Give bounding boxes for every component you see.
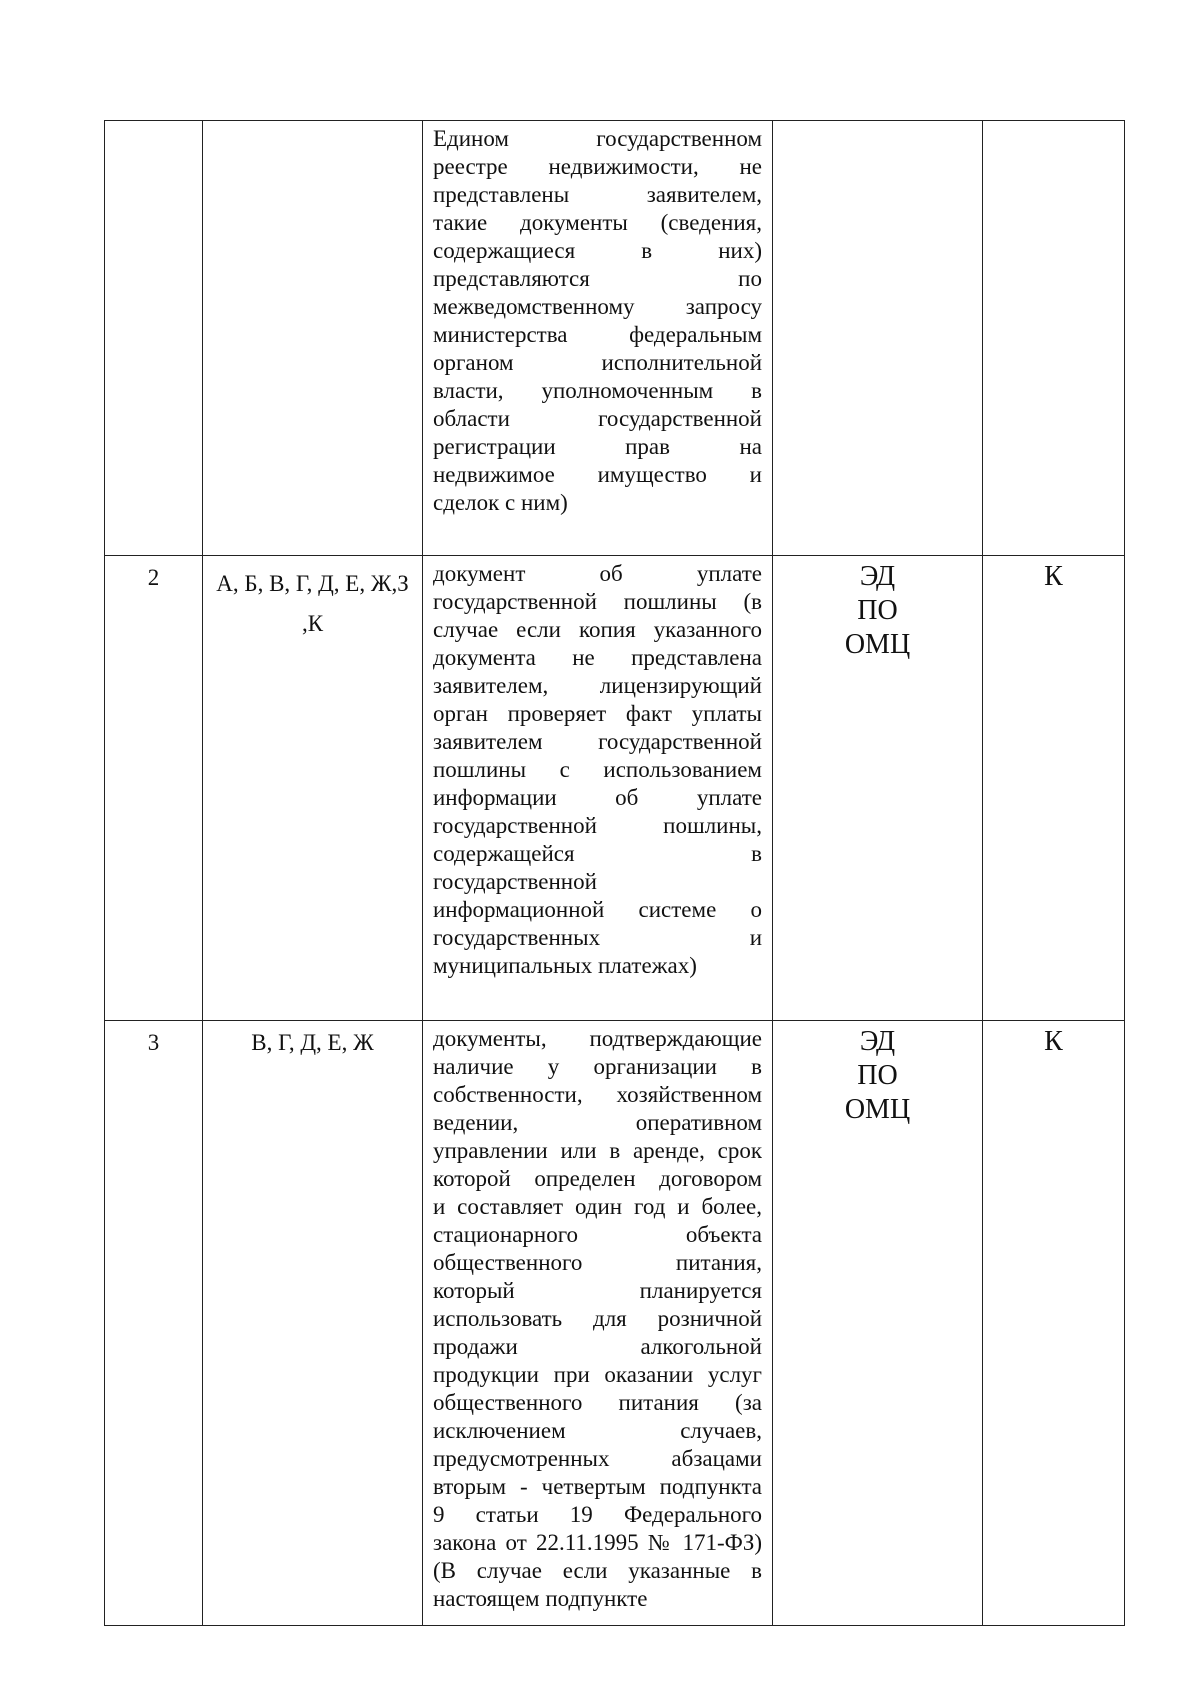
description-line: недвижимое имущество и — [433, 462, 762, 487]
description-line: и составляет один год и более, — [433, 1194, 762, 1219]
form-code: ОМЦ — [844, 629, 911, 660]
description-line: которой определен договором — [433, 1166, 762, 1191]
description-line: исключением случаев, — [433, 1418, 762, 1443]
row-type — [983, 121, 1125, 556]
description-line: общественного питания (за — [433, 1390, 762, 1415]
documents-table — [104, 120, 1125, 1626]
form-code: ПО — [857, 1060, 898, 1091]
description-line: области государственной — [433, 406, 762, 431]
description-line: государственной пошлины, — [433, 813, 762, 838]
description-line: продукции при оказании услуг — [433, 1362, 762, 1387]
description-line: документы, подтверждающие — [433, 1026, 762, 1051]
description-line: власти, уполномоченным в — [433, 378, 762, 403]
table-row — [105, 1021, 1125, 1626]
description-line: орган проверяет факт уплаты — [433, 701, 762, 726]
form-code: ЭД — [859, 561, 896, 592]
description-line: информации об уплате — [433, 785, 762, 810]
description-line: такие документы (сведения, — [433, 210, 762, 235]
description-line: собственности, хозяйственном — [433, 1082, 762, 1107]
description-line: стационарного объекта — [433, 1222, 762, 1247]
description-line: органом исполнительной — [433, 350, 762, 375]
row-number: 2 — [105, 556, 203, 1021]
row-groups: А, Б, В, Г, Д, Е, Ж,З ,К — [203, 556, 423, 1021]
description-line: государственных и — [433, 925, 762, 950]
description-line: содержащейся в — [433, 841, 762, 866]
form-code: ОМЦ — [844, 1094, 911, 1125]
description-line: вторым - четвертым подпункта — [433, 1474, 762, 1499]
row-form — [773, 121, 983, 556]
row-description — [423, 121, 773, 556]
description-line: заявителем государственной — [433, 729, 762, 754]
description-line: закона от 22.11.1995 № 171-ФЗ) — [433, 1530, 762, 1555]
description-line: информационной системе о — [433, 897, 762, 922]
row-groups — [203, 121, 423, 556]
table-row — [105, 121, 1125, 556]
description-line: сделок с ним) — [433, 490, 568, 515]
description-line: общественного питания, — [433, 1250, 762, 1275]
description-line: министерства федеральным — [433, 322, 762, 347]
description-line: представлены заявителем, — [433, 182, 762, 207]
description-line: который планируется — [433, 1278, 762, 1303]
description-line: пошлины с использованием — [433, 757, 762, 782]
description-line: представляются по — [433, 266, 762, 291]
description-line: случае если копия указанного — [433, 617, 762, 642]
row-form — [773, 556, 983, 1021]
table-row — [105, 556, 1125, 1021]
description-line: заявителем, лицензирующий — [433, 673, 762, 698]
description-line: ведении, оперативном — [433, 1110, 762, 1135]
row-number: 3 — [105, 1021, 203, 1626]
description-line: муниципальных платежах) — [433, 953, 697, 978]
description-line: регистрации прав на — [433, 434, 762, 459]
description-line: содержащиеся в них) — [433, 238, 762, 263]
description-line: продажи алкогольной — [433, 1334, 762, 1359]
row-description — [423, 556, 773, 1021]
description-line: реестре недвижимости, не — [433, 154, 762, 179]
description-line: предусмотренных абзацами — [433, 1446, 762, 1471]
description-line: межведомственному запросу — [433, 294, 762, 319]
row-number — [105, 121, 203, 556]
description-line: Едином государственном — [433, 126, 762, 151]
row-description — [423, 1021, 773, 1626]
description-line: документа не представлена — [433, 645, 762, 670]
form-code: ЭД — [859, 1026, 896, 1057]
description-line: настоящем подпункте — [433, 1586, 648, 1611]
description-line: наличие у организации в — [433, 1054, 762, 1079]
form-code: ПО — [857, 595, 898, 626]
description-line: государственной — [433, 869, 597, 894]
description-line: документ об уплате — [433, 561, 762, 586]
description-line: 9 статьи 19 Федерального — [433, 1502, 762, 1527]
description-line: использовать для розничной — [433, 1306, 762, 1331]
description-line: (В случае если указанные в — [433, 1558, 762, 1583]
row-groups: В, Г, Д, Е, Ж — [203, 1021, 423, 1626]
row-type: К — [983, 1021, 1125, 1626]
description-line: государственной пошлины (в — [433, 589, 762, 614]
row-form — [773, 1021, 983, 1626]
description-line: управлении или в аренде, срок — [433, 1138, 762, 1163]
row-type: К — [983, 556, 1125, 1021]
